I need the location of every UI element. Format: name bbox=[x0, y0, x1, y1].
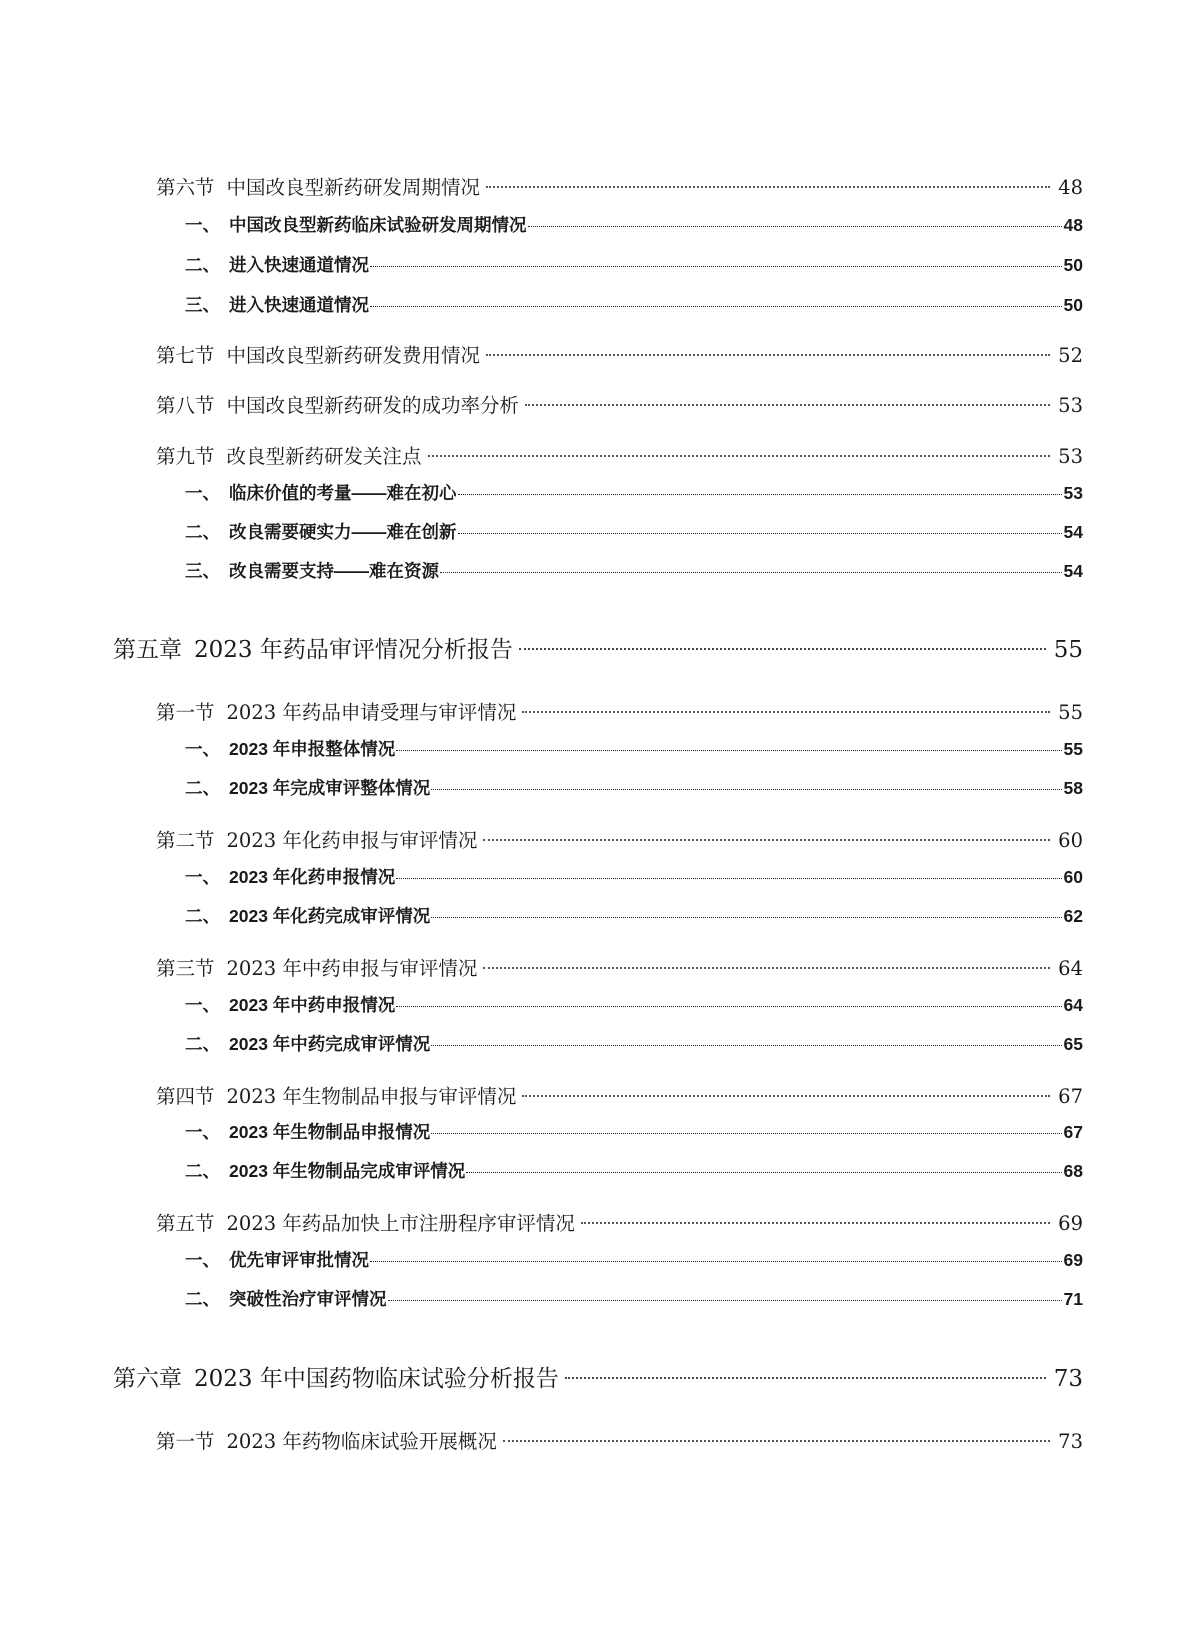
toc-chapter-row[interactable] bbox=[113, 1360, 1083, 1393]
toc-entry-label: 一、 bbox=[185, 995, 220, 1015]
toc-item-row[interactable] bbox=[185, 1158, 1083, 1183]
toc-entry-heading bbox=[185, 992, 395, 1017]
toc-page-number: 64 bbox=[1063, 995, 1083, 1015]
toc-entry-label: 第一节 bbox=[156, 1430, 215, 1453]
toc-section-row[interactable] bbox=[156, 390, 1083, 418]
dot-leader bbox=[522, 1095, 1050, 1097]
toc-page-number: 50 bbox=[1063, 255, 1083, 275]
toc-entry-title: 2023 年化药完成审评情况 bbox=[229, 906, 431, 926]
toc-page-number: 64 bbox=[1058, 957, 1083, 980]
toc-entry-heading bbox=[185, 1286, 387, 1311]
toc-entry-label: 第九节 bbox=[156, 445, 215, 468]
dot-leader bbox=[396, 878, 1061, 879]
toc-entry-heading bbox=[156, 1081, 516, 1109]
toc-entry-heading bbox=[113, 1360, 559, 1393]
toc-entry-title: 2023 年中药申报情况 bbox=[229, 995, 396, 1015]
dot-leader bbox=[522, 711, 1050, 713]
toc-entry-label: 二、 bbox=[185, 255, 220, 275]
toc-entry-label: 三、 bbox=[185, 295, 220, 315]
toc-entry-title: 2023 年化药申报情况 bbox=[229, 867, 396, 887]
toc-page-number: 54 bbox=[1063, 522, 1083, 542]
toc-entry-title: 优先审评审批情况 bbox=[229, 1250, 369, 1270]
toc-item-row[interactable] bbox=[185, 1286, 1083, 1311]
toc-entry-label: 第三节 bbox=[156, 957, 215, 980]
toc-entry-title: 2023 年药物临床试验开展概况 bbox=[226, 1430, 497, 1453]
toc-entry-label: 一、 bbox=[185, 1122, 220, 1142]
dot-leader bbox=[458, 533, 1062, 534]
toc-entry-label: 二、 bbox=[185, 778, 220, 798]
toc-entry-title: 2023 年药品审评情况分析报告 bbox=[194, 637, 513, 663]
toc-entry-title: 突破性治疗审评情况 bbox=[229, 1289, 387, 1309]
toc-entry-title: 改良需要支持——难在资源 bbox=[229, 561, 439, 581]
toc-item-row[interactable] bbox=[185, 775, 1083, 800]
toc-chapter-row[interactable] bbox=[113, 631, 1083, 664]
toc-entry-label: 二、 bbox=[185, 1161, 220, 1181]
toc-entry-title: 进入快速通道情况 bbox=[229, 295, 369, 315]
toc-entry-title: 2023 年生物制品申报情况 bbox=[229, 1122, 431, 1142]
toc-item-row[interactable] bbox=[185, 558, 1083, 583]
toc-entry-label: 二、 bbox=[185, 1289, 220, 1309]
toc-entry-label: 一、 bbox=[185, 867, 220, 887]
toc-item-row[interactable] bbox=[185, 212, 1083, 237]
dot-leader bbox=[581, 1222, 1050, 1224]
toc-entry-heading bbox=[156, 1426, 497, 1454]
toc-entry-label: 一、 bbox=[185, 1250, 220, 1270]
toc-entry-title: 改良型新药研发关注点 bbox=[226, 445, 422, 468]
toc-section-row[interactable] bbox=[156, 697, 1083, 725]
toc-entry-label: 第四节 bbox=[156, 1085, 215, 1108]
toc-entry-title: 临床价值的考量——难在初心 bbox=[229, 483, 457, 503]
toc-page-number: 62 bbox=[1063, 906, 1083, 926]
toc-page-number: 65 bbox=[1063, 1034, 1083, 1054]
toc-item-row[interactable] bbox=[185, 1031, 1083, 1056]
dot-leader bbox=[370, 306, 1062, 307]
dot-leader bbox=[525, 404, 1050, 406]
toc-entry-title: 2023 年药品申请受理与审评情况 bbox=[226, 701, 517, 724]
toc-page-number: 58 bbox=[1063, 778, 1083, 798]
toc-page-number: 60 bbox=[1058, 829, 1083, 852]
toc-entry-title: 2023 年化药申报与审评情况 bbox=[226, 829, 478, 852]
toc-item-row[interactable] bbox=[185, 903, 1083, 928]
toc-section-row[interactable] bbox=[156, 340, 1083, 368]
toc-entry-title: 2023 年完成审评整体情况 bbox=[229, 778, 431, 798]
dot-leader bbox=[519, 648, 1046, 650]
toc-entry-heading bbox=[185, 1031, 430, 1056]
toc-entry-title: 2023 年生物制品完成审评情况 bbox=[229, 1161, 466, 1181]
dot-leader bbox=[431, 1133, 1061, 1134]
dot-leader bbox=[503, 1440, 1050, 1442]
toc-item-row[interactable] bbox=[185, 992, 1083, 1017]
toc-item-row[interactable] bbox=[185, 480, 1083, 505]
toc-item-row[interactable] bbox=[185, 864, 1083, 889]
toc-entry-heading bbox=[185, 252, 369, 277]
toc-entry-heading bbox=[156, 441, 422, 469]
toc-entry-heading bbox=[156, 390, 519, 418]
toc-entry-title: 改良需要硬实力——难在创新 bbox=[229, 522, 457, 542]
toc-page-number: 55 bbox=[1053, 637, 1083, 663]
toc-entry-label: 三、 bbox=[185, 561, 220, 581]
toc-entry-label: 第二节 bbox=[156, 829, 215, 852]
dot-leader bbox=[428, 455, 1051, 457]
toc-entry-label: 第五章 bbox=[113, 637, 182, 663]
toc-page-number: 53 bbox=[1063, 483, 1083, 503]
toc-section-row[interactable] bbox=[156, 1426, 1083, 1454]
dot-leader bbox=[370, 266, 1062, 267]
toc-page-number: 53 bbox=[1058, 445, 1083, 468]
toc-page-number: 55 bbox=[1058, 701, 1083, 724]
dot-leader bbox=[440, 572, 1062, 573]
toc-entry-title: 2023 年中药申报与审评情况 bbox=[226, 957, 478, 980]
toc-entry-heading bbox=[185, 1247, 369, 1272]
toc-entry-label: 二、 bbox=[185, 1034, 220, 1054]
toc-item-row[interactable] bbox=[185, 519, 1083, 544]
dot-leader bbox=[483, 967, 1050, 969]
toc-entry-heading bbox=[185, 1119, 430, 1144]
toc-entry-heading bbox=[185, 903, 430, 928]
toc-entry-heading bbox=[156, 1208, 575, 1236]
toc-entry-heading bbox=[185, 1158, 465, 1183]
toc-item-row[interactable] bbox=[185, 1247, 1083, 1272]
toc-page-number: 54 bbox=[1063, 561, 1083, 581]
toc-entry-title: 2023 年中国药物临床试验分析报告 bbox=[194, 1366, 559, 1392]
toc-page-number: 73 bbox=[1058, 1430, 1083, 1453]
toc-entry-label: 第六节 bbox=[156, 176, 215, 199]
toc-entry-title: 中国改良型新药研发的成功率分析 bbox=[226, 394, 520, 417]
dot-leader bbox=[396, 750, 1061, 751]
dot-leader bbox=[396, 1006, 1061, 1007]
toc-entry-label: 二、 bbox=[185, 906, 220, 926]
toc-item-row[interactable] bbox=[185, 252, 1083, 277]
toc-section-row[interactable] bbox=[156, 953, 1083, 981]
dot-leader bbox=[431, 1045, 1061, 1046]
toc-entry-title: 2023 年中药完成审评情况 bbox=[229, 1034, 431, 1054]
toc-entry-heading bbox=[156, 340, 480, 368]
toc-entry-title: 2023 年申报整体情况 bbox=[229, 739, 396, 759]
toc-entry-title: 进入快速通道情况 bbox=[229, 255, 369, 275]
toc-page-number: 69 bbox=[1058, 1212, 1083, 1235]
toc-entry-label: 一、 bbox=[185, 739, 220, 759]
dot-leader bbox=[565, 1377, 1046, 1379]
toc-page-number: 50 bbox=[1063, 295, 1083, 315]
toc-entry-label: 一、 bbox=[185, 483, 220, 503]
toc-page-number: 48 bbox=[1063, 215, 1083, 235]
toc-entry-label: 第七节 bbox=[156, 344, 215, 367]
toc-page-number: 60 bbox=[1063, 867, 1083, 887]
dot-leader bbox=[370, 1261, 1062, 1262]
toc-page-number: 52 bbox=[1058, 344, 1083, 367]
toc-item-row[interactable] bbox=[185, 736, 1083, 761]
toc-section-row[interactable] bbox=[156, 172, 1083, 200]
toc-entry-heading bbox=[185, 736, 395, 761]
toc-page-number: 55 bbox=[1063, 739, 1083, 759]
toc-item-row[interactable] bbox=[185, 1119, 1083, 1144]
toc-entry-heading bbox=[113, 631, 513, 664]
toc-entry-heading bbox=[156, 825, 477, 853]
toc-entry-label: 一、 bbox=[185, 215, 220, 235]
toc-entry-heading bbox=[185, 775, 430, 800]
toc-page-number: 73 bbox=[1053, 1366, 1083, 1392]
toc-entry-title: 2023 年药品加快上市注册程序审评情况 bbox=[226, 1212, 575, 1235]
toc-entry-title: 2023 年生物制品申报与审评情况 bbox=[226, 1085, 517, 1108]
toc-entry-heading bbox=[185, 212, 527, 237]
toc-page-number: 69 bbox=[1063, 1250, 1083, 1270]
dot-leader bbox=[466, 1172, 1061, 1173]
toc-entry-heading bbox=[185, 558, 439, 583]
dot-leader bbox=[486, 186, 1050, 188]
toc-item-row[interactable] bbox=[185, 292, 1083, 317]
toc-entry-label: 二、 bbox=[185, 522, 220, 542]
toc-page-number: 68 bbox=[1063, 1161, 1083, 1181]
toc-entry-heading bbox=[185, 864, 395, 889]
toc-entry-heading bbox=[185, 292, 369, 317]
toc-section-row[interactable] bbox=[156, 1081, 1083, 1109]
toc-page-number: 67 bbox=[1063, 1122, 1083, 1142]
toc-page-number: 71 bbox=[1063, 1289, 1083, 1309]
toc-section-row[interactable] bbox=[156, 441, 1083, 469]
toc-page-number: 67 bbox=[1058, 1085, 1083, 1108]
toc-entry-label: 第六章 bbox=[113, 1366, 182, 1392]
toc-entry-heading bbox=[156, 172, 480, 200]
dot-leader bbox=[486, 354, 1050, 356]
toc-entry-heading bbox=[156, 697, 516, 725]
dot-leader bbox=[483, 839, 1050, 841]
toc-entry-title: 中国改良型新药研发费用情况 bbox=[226, 344, 481, 367]
toc-entry-label: 第一节 bbox=[156, 701, 215, 724]
toc-section-row[interactable] bbox=[156, 825, 1083, 853]
dot-leader bbox=[458, 494, 1062, 495]
toc-entry-label: 第八节 bbox=[156, 394, 215, 417]
toc-entry-title: 中国改良型新药研发周期情况 bbox=[226, 176, 481, 199]
toc-entry-heading bbox=[156, 953, 477, 981]
toc-section-row[interactable] bbox=[156, 1208, 1083, 1236]
toc-entry-label: 第五节 bbox=[156, 1212, 215, 1235]
toc-entry-heading bbox=[185, 480, 457, 505]
toc-page-number: 53 bbox=[1058, 394, 1083, 417]
toc-entry-title: 中国改良型新药临床试验研发周期情况 bbox=[229, 215, 527, 235]
dot-leader bbox=[431, 789, 1061, 790]
toc-entry-heading bbox=[185, 519, 457, 544]
toc-page-number: 48 bbox=[1058, 176, 1083, 199]
dot-leader bbox=[388, 1300, 1062, 1301]
dot-leader bbox=[431, 917, 1061, 918]
dot-leader bbox=[528, 226, 1062, 227]
